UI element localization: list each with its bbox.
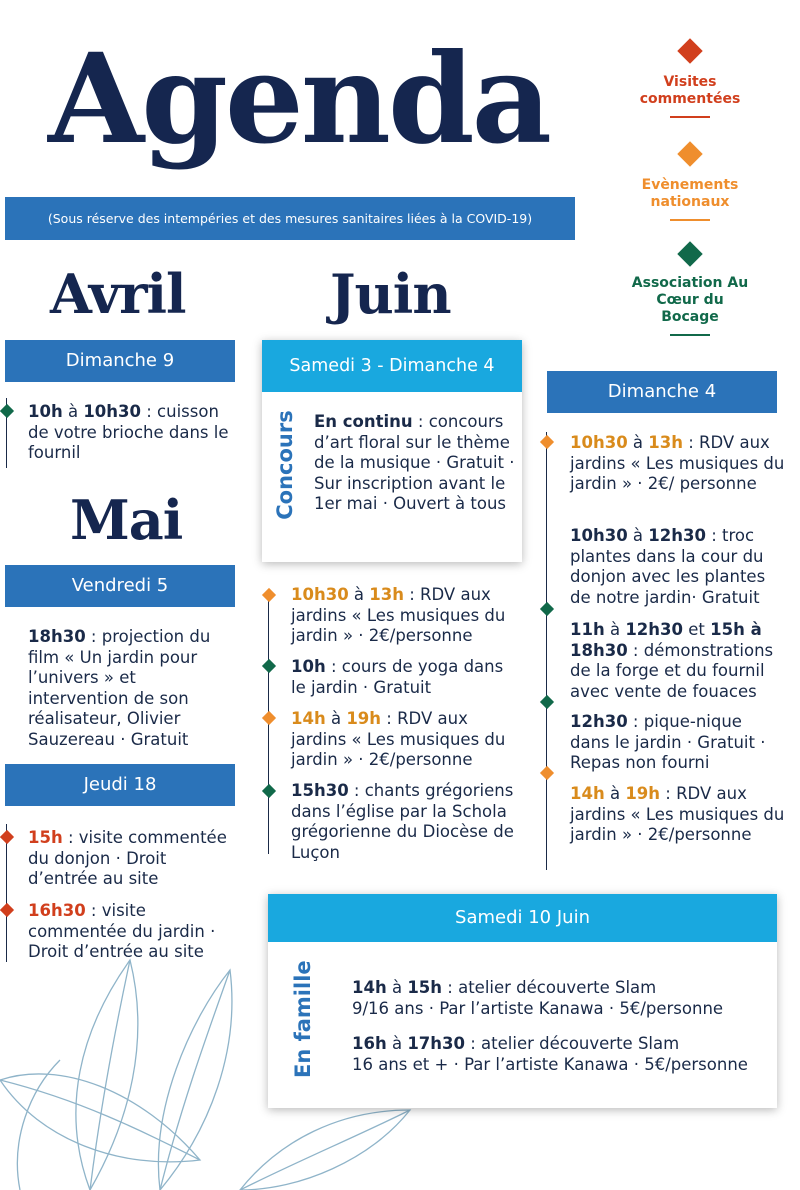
event-text: 18h30 : projection du film « Un jardin pour l’univers » et intervention de son réalisateur, Olivier Sauzereau · Gratuit	[28, 627, 211, 749]
diamond-red-icon	[677, 38, 702, 63]
diamond-orange-icon	[540, 435, 554, 449]
event-text: 10h à 10h30 : cuisson de votre brioche dans le fournil	[28, 402, 229, 462]
day-bar-samedi-3: Samedi 3 - Dimanche 4	[262, 340, 522, 392]
month-avril: Avril	[50, 262, 186, 326]
day-bar-dimanche-4: Dimanche 4	[547, 371, 777, 413]
timeline-line	[546, 432, 547, 870]
event-text: 14h à 19h : RDV aux jardins « Les musiques du jardin » · 2€/personne	[570, 784, 785, 844]
event-text: 12h30 : pique-nique dans le jardin · Gratuit · Repas non fourni	[570, 712, 766, 772]
legend-label: Association Au Cœur du Bocage	[631, 275, 749, 325]
diamond-red-icon	[0, 830, 14, 844]
concours-card	[262, 340, 522, 562]
diamond-green-icon	[540, 602, 554, 616]
month-juin: Juin	[330, 262, 451, 326]
diamond-green-icon	[262, 784, 276, 798]
event-text: 11h à 12h30 et 15h à 18h30 : démonstrations de la forge et du fournil avec vente de fouaces	[570, 620, 774, 701]
famille-label: En famille	[291, 960, 315, 1078]
legend-visites	[630, 42, 750, 118]
event-text: 10h30 à 13h : RDV aux jardins « Les musiques du jardin » · 2€/personne	[291, 585, 506, 645]
legend-label: Visites commentées	[639, 74, 741, 107]
diamond-green-icon	[0, 404, 14, 418]
event-text: 15h30 : chants grégoriens dans l’église par la Schola grégorienne du Diocèse de Luçon	[291, 781, 514, 862]
diamond-orange-icon	[677, 141, 702, 166]
legend-association	[630, 245, 750, 336]
event-text: 10h30 à 12h30 : troc plantes dans la cour du donjon avec les plantes de notre jardin· Gratuit	[570, 526, 766, 607]
event-text: 16h30 : visite commentée du jardin · Droit d’entrée au site	[28, 901, 216, 961]
diamond-green-icon	[262, 659, 276, 673]
legend-label: Evènements nationaux	[641, 177, 739, 210]
concours-label: Concours	[273, 410, 297, 520]
diamond-red-icon	[0, 903, 14, 917]
diamond-orange-icon	[540, 766, 554, 780]
day-bar-samedi-10: Samedi 10 Juin	[268, 894, 777, 942]
page-title: Agenda	[48, 27, 550, 172]
event-text: 10h30 à 13h : RDV aux jardins « Les musiques du jardin » · 2€/ personne	[570, 433, 785, 493]
day-bar-vendredi-5: Vendredi 5	[5, 565, 235, 607]
legend-evenements	[630, 145, 750, 221]
month-mai: Mai	[70, 488, 183, 552]
event-text: En continu : concours d’art floral sur le thème de la musique · Gratuit · Sur inscription avant le 1er mai · Ouvert à tous	[314, 412, 515, 513]
diamond-green-icon	[677, 241, 702, 266]
event-text: 16h à 17h30 : atelier découverte Slam 16 ans et + · Par l’artiste Kanawa · 5€/personne	[352, 1034, 748, 1074]
event-text: 10h : cours de yoga dans le jardin · Gratuit	[291, 657, 504, 697]
timeline-line	[6, 824, 7, 962]
event-text: 15h : visite commentée du donjon · Droit d’entrée au site	[28, 828, 227, 888]
legend-divider	[670, 219, 710, 221]
event-text: 14h à 15h : atelier découverte Slam 9/16 ans · Par l’artiste Kanawa · 5€/personne	[352, 978, 724, 1018]
diamond-green-icon	[540, 695, 554, 709]
diamond-orange-icon	[262, 588, 276, 602]
diamond-orange-icon	[262, 711, 276, 725]
famille-card	[268, 894, 777, 1108]
day-bar-jeudi-18: Jeudi 18	[5, 764, 235, 806]
event-text: 14h à 19h : RDV aux jardins « Les musiques du jardin » · 2€/personne	[291, 709, 506, 769]
disclaimer-banner: (Sous réserve des intempéries et des mesures sanitaires liées à la COVID-19)	[5, 197, 575, 240]
legend-divider	[670, 116, 710, 118]
legend-divider	[670, 334, 710, 336]
day-bar-dimanche-9: Dimanche 9	[5, 340, 235, 382]
